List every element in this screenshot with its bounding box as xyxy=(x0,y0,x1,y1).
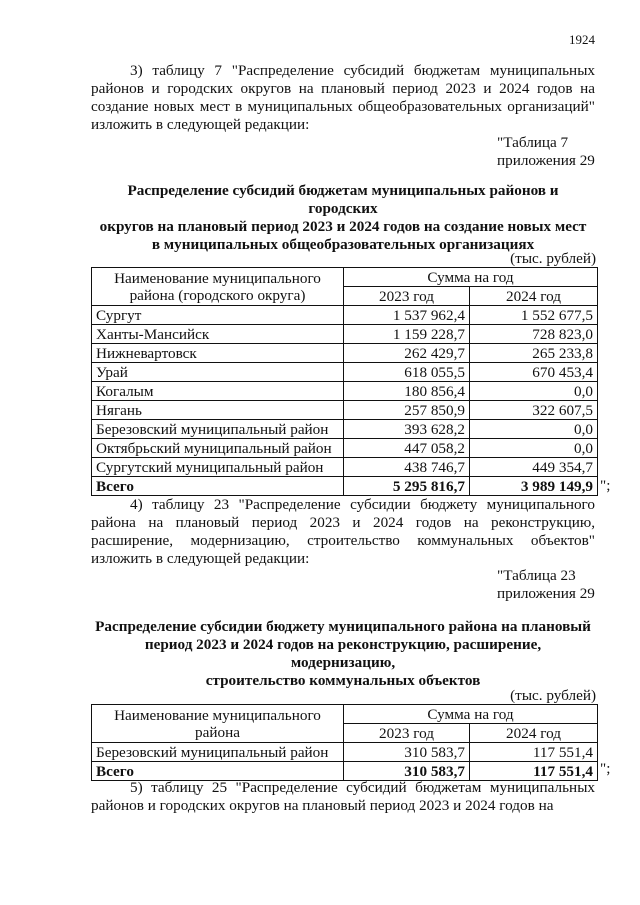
table-row xyxy=(92,382,598,401)
value-2023-cell: 1 159 228,7 xyxy=(344,325,470,344)
value-2023-cell: 1 537 962,4 xyxy=(344,306,470,325)
total-2024-cell: 117 551,4 xyxy=(470,762,598,781)
total-label-cell: Всего xyxy=(92,762,344,781)
unit-label: (тыс. рублей) xyxy=(510,687,596,704)
municipality-cell: Березовский муниципальный район xyxy=(92,743,344,762)
value-2023-cell: 618 055,5 xyxy=(344,363,470,382)
value-2023-cell: 393 628,2 xyxy=(344,420,470,439)
table-row xyxy=(92,325,598,344)
municipality-cell: Когалым xyxy=(92,382,344,401)
municipality-cell: Березовский муниципальный район xyxy=(92,420,344,439)
municipality-cell: Нягань xyxy=(92,401,344,420)
value-2023-cell: 262 429,7 xyxy=(344,344,470,363)
value-2024-cell: 0,0 xyxy=(470,420,598,439)
unit-label: (тыс. рублей) xyxy=(510,250,596,267)
table-row xyxy=(92,439,598,458)
value-2023-cell: 438 746,7 xyxy=(344,458,470,477)
total-2024-cell: 3 989 149,9 xyxy=(470,477,598,496)
note-line: приложения 29 xyxy=(497,585,595,602)
column-header-2023: 2023 год xyxy=(344,287,470,306)
municipality-cell: Нижневартовск xyxy=(92,344,344,363)
value-2024-cell: 449 354,7 xyxy=(470,458,598,477)
column-header-name xyxy=(92,705,344,743)
title-line: период 2023 и 2024 годов на реконструкцию, расширение, модернизацию, xyxy=(144,636,542,671)
paragraph-item-4: 4) таблицу 23 "Распределение субсидии бюджету муниципального района на плановый период 2023 и 2024 годов на реконструкцию, расширение, модернизацию, строительство коммунальных объектов" изложить в следующей редакции: xyxy=(91,496,595,567)
value-2024-cell: 670 453,4 xyxy=(470,363,598,382)
value-2024-cell: 322 607,5 xyxy=(470,401,598,420)
table-23-reference xyxy=(497,567,607,603)
note-line: приложения 29 xyxy=(497,152,595,169)
value-2024-cell: 0,0 xyxy=(470,439,598,458)
column-header-2024: 2024 год xyxy=(470,724,598,743)
title-line: Распределение субсидии бюджету муниципального района на плановый xyxy=(95,618,591,635)
value-2023-cell: 180 856,4 xyxy=(344,382,470,401)
table-7-title xyxy=(91,182,595,254)
header-line: Наименование муниципального xyxy=(114,706,321,724)
title-line: строительство коммунальных объектов xyxy=(205,672,481,689)
table-row xyxy=(92,458,598,477)
value-2024-cell: 728 823,0 xyxy=(470,325,598,344)
column-header-name xyxy=(92,268,344,306)
table-header-row xyxy=(92,268,598,287)
table-7-reference xyxy=(497,134,607,170)
value-2023-cell: 447 058,2 xyxy=(344,439,470,458)
header-line: района xyxy=(195,723,240,741)
total-2023-cell: 310 583,7 xyxy=(344,762,470,781)
value-2024-cell: 265 233,8 xyxy=(470,344,598,363)
value-2024-cell: 1 552 677,5 xyxy=(470,306,598,325)
table-total-row xyxy=(92,762,598,781)
table-header-row xyxy=(92,705,598,724)
closing-quote: "; xyxy=(600,760,611,777)
value-2024-cell: 117 551,4 xyxy=(470,743,598,762)
municipality-cell: Сургутский муниципальный район xyxy=(92,458,344,477)
subsidy-table-23 xyxy=(91,704,598,781)
subsidy-table-7 xyxy=(91,267,598,496)
municipality-cell: Урай xyxy=(92,363,344,382)
table-row xyxy=(92,743,598,762)
table-row xyxy=(92,401,598,420)
table-total-row xyxy=(92,477,598,496)
table-row xyxy=(92,344,598,363)
column-header-sum: Сумма на год xyxy=(344,705,598,724)
note-line: "Таблица 23 xyxy=(497,567,576,584)
table-row xyxy=(92,363,598,382)
note-line: "Таблица 7 xyxy=(497,134,569,151)
page-number: 1924 xyxy=(569,32,595,47)
total-2023-cell: 5 295 816,7 xyxy=(344,477,470,496)
title-line: Распределение субсидий бюджетам муниципальных районов и городских xyxy=(127,182,559,217)
table-row xyxy=(92,306,598,325)
paragraph-item-3: 3) таблицу 7 "Распределение субсидий бюджетам муниципальных районов и городских округов на плановый период 2023 и 2024 годов на создание новых мест в муниципальных общеобразовательных организаций" изложить в следующей редакции: xyxy=(91,62,595,133)
column-header-2023: 2023 год xyxy=(344,724,470,743)
value-2023-cell: 310 583,7 xyxy=(344,743,470,762)
total-label-cell: Всего xyxy=(92,477,344,496)
header-line: района (городского округа) xyxy=(129,286,306,304)
header-line: Наименование муниципального xyxy=(114,269,321,287)
closing-quote: "; xyxy=(600,477,611,494)
title-line: в муниципальных общеобразовательных организациях xyxy=(151,236,535,253)
municipality-cell: Сургут xyxy=(92,306,344,325)
title-line: округов на плановый период 2023 и 2024 годов на создание новых мест xyxy=(99,218,587,235)
paragraph-item-5: 5) таблицу 25 "Распределение субсидий бюджетам муниципальных районов и городских округов на плановый период 2023 и 2024 годов на xyxy=(91,779,595,814)
municipality-cell: Октябрьский муниципальный район xyxy=(92,439,344,458)
value-2023-cell: 257 850,9 xyxy=(344,401,470,420)
column-header-2024: 2024 год xyxy=(470,287,598,306)
municipality-cell: Ханты-Мансийск xyxy=(92,325,344,344)
value-2024-cell: 0,0 xyxy=(470,382,598,401)
table-row xyxy=(92,420,598,439)
table-23-title xyxy=(91,618,595,690)
column-header-sum: Сумма на год xyxy=(344,268,598,287)
